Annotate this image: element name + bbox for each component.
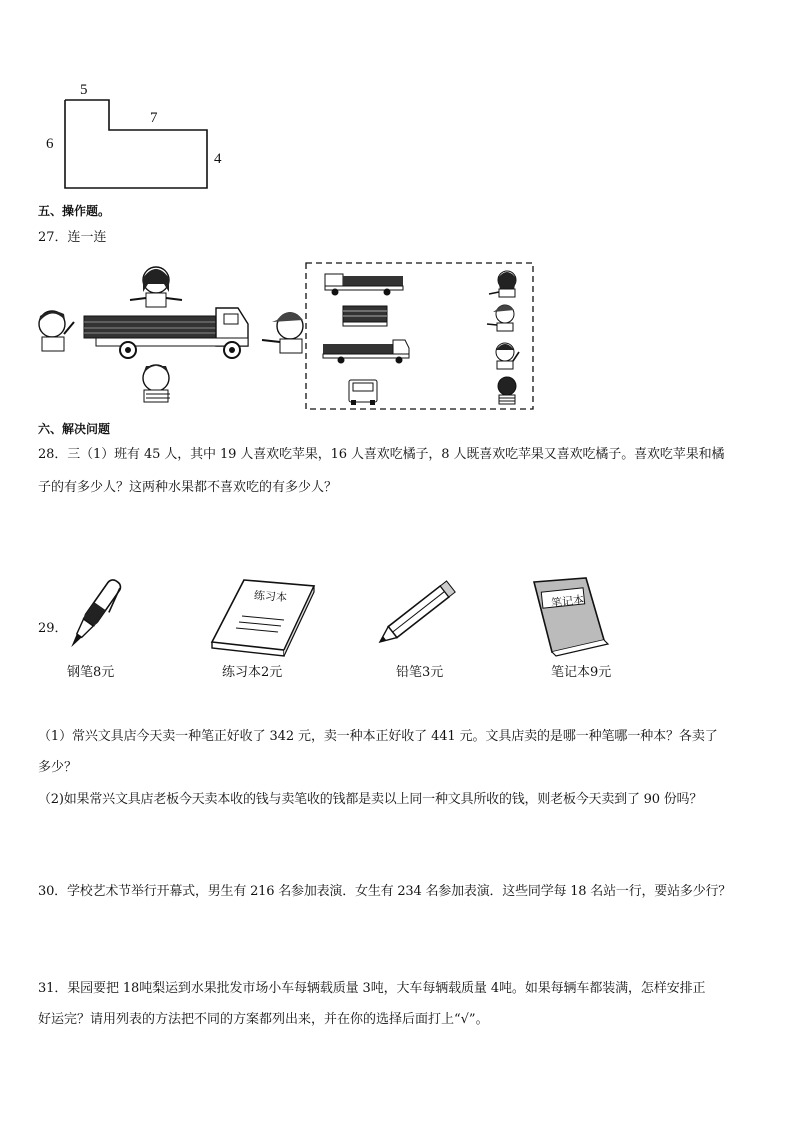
boy-right-icon [262,312,303,353]
section6-title: 六、解决问题 [38,422,111,436]
girl-top-icon [130,267,182,307]
exercise-book-price-caption: 练习本2元 [222,665,283,680]
notebook-cover-text: 笔记本 [550,593,585,610]
exercise-book-cover-text: 练习本 [253,588,288,605]
section5-title: 五、操作题。 [38,204,111,218]
boy-wave-small-icon [496,343,519,369]
truck-side-small-icon [325,274,403,296]
pen-price-caption: 钢笔8元 [67,665,115,680]
girl-front-small-icon [489,271,516,297]
shape-label-top: 5 [80,82,88,98]
girl-bottom-icon [143,365,170,402]
q27-text: 27．连一连 [38,230,107,245]
truck-top-view-icon [343,306,387,326]
q28-line1: 28．三（1）班有 45 人，其中 19 人喜欢吃苹果，16 人喜欢吃橘子，8 人既喜欢吃苹果又喜欢吃橘子。喜欢吃苹果和橘 [38,447,725,462]
q29-sub1-line2: 多少？ [38,760,78,775]
q31-line1: 31．果园要把 18吨梨运到水果批发市场小车每辆载质量 3吨，大车每辆载质量 4吨。如果每辆车都装满，怎样安排正 [38,981,706,996]
notebook-price-caption: 笔记本9元 [551,665,612,680]
pen-icon [60,570,126,662]
shape-label-step: 7 [150,110,158,126]
q27-illustration [36,262,268,404]
q29-sub2: （2)如果常兴文具店老板今天卖本收的钱与卖笔收的钱都是卖以上同一种文具所收的钱，则老板今天卖到了 90 份吗？ [38,792,703,807]
q30-text: 30．学校艺术节举行开幕式，男生有 216 名参加表演．女生有 234 名参加表演．这些同学每 18 名站一行，要站多少行？ [38,884,732,899]
shape-label-left: 6 [46,136,54,152]
q29-number: 29． [38,621,68,636]
pencil-price-caption: 铅笔3元 [396,665,444,680]
truck-side-icon [84,308,248,358]
q31-line2: 好运完？请用列表的方法把不同的方案都列出来，并在你的选择后面打上“√”。 [38,1012,489,1027]
pencil-icon [372,576,462,650]
girl-back-small-icon [498,377,516,404]
shape-label-right: 4 [214,151,222,167]
q28-line2: 子的有多少人？这两种水果都不喜欢吃的有多少人？ [38,480,338,495]
l-shape-figure [40,80,230,192]
q29-sub1-line1: （1）常兴文具店今天卖一种笔正好收了 342 元，卖一种本正好收了 441 元。文具店卖的是哪一种笔哪一种本？各卖了 [38,729,718,744]
boy-left-icon [39,311,74,351]
notebook-icon [528,576,612,656]
q27-answer-box [305,262,535,412]
truck-side-right-icon [323,340,409,364]
truck-front-view-icon [349,380,377,405]
boy-cap-small-icon [487,305,514,331]
